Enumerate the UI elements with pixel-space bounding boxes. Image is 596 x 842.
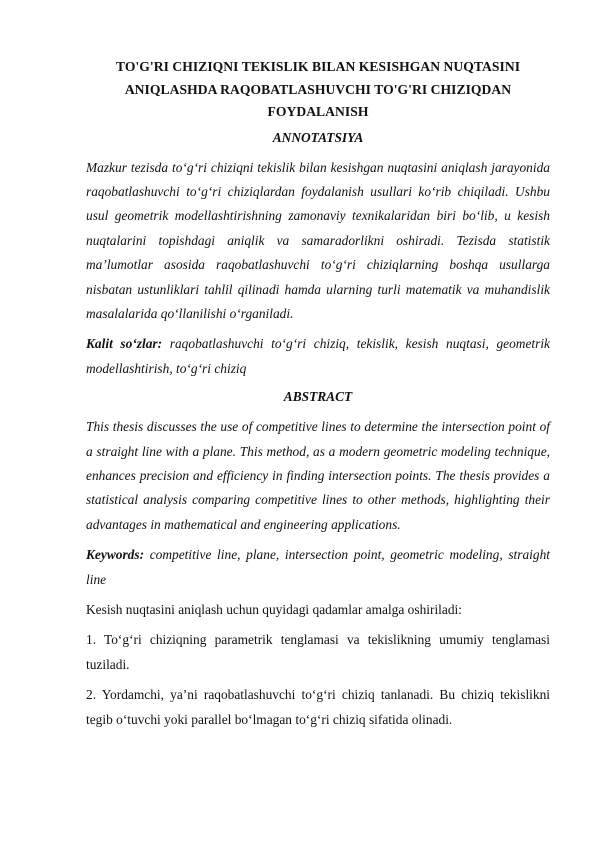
abstract-heading: ABSTRACT: [283, 389, 353, 405]
annotation-keywords: [86, 332, 550, 381]
body-step-1: 1. To‘g‘ri chiziqning parametrik tenglamasi va tekislikning umumiy tenglamasi tuziladi.: [86, 632, 550, 672]
title-line-3: FOYDALANISH: [267, 104, 369, 119]
keywords-text-en: competitive line, plane, intersection point, geometric modeling, straight line: [86, 547, 550, 587]
title-line-1: TO'G'RI CHIZIQNI TEKISLIK BILAN KESISHGAN NUQTASINI: [115, 59, 521, 74]
keywords-label-uz: Kalit so‘zlar:: [86, 336, 163, 352]
keywords-text-uz: raqobatlashuvchi to‘g‘ri chiziq, tekislik, kesish nuqtasi, geometrik modellashtirish, to‘g‘ri chiziq: [86, 336, 550, 376]
body-step-2: 2. Yordamchi, ya’ni raqobatlashuvchi to‘g‘ri chiziq tanlanadi. Bu chiziq tekislikni tegib o‘tuvchi yoki parallel bo‘lmagan to‘g‘ri chiziq sifatida olinadi.: [86, 687, 550, 727]
abstract-text: This thesis discusses the use of competitive lines to determine the intersection point of a straight line with a plane. This method, as a modern geometric modeling technique, enhances precision and efficiency in finding intersection points. The thesis provides a statistical analysis comparing competitive lines to other methods, highlighting their advantages in mathematical and engineering applications.: [86, 419, 550, 532]
keywords-label-en: Keywords:: [86, 547, 145, 563]
body-intro: Kesish nuqtasini aniqlash uchun quyidagi qadamlar amalga oshiriladi:: [86, 602, 462, 617]
title-line-2: ANIQLASHDA RAQOBATLASHUVCHI TO'G'RI CHIZIQDAN: [124, 81, 512, 97]
annotation-text: Mazkur tezisda to‘g‘ri chiziqni tekislik bilan kesishgan nuqtasini aniqlash jarayonida raqobatlashuvchi to‘g‘ri chiziqlardan foydalanish usullari ko‘rib chiqiladi. Ushbu usul geometrik modellashtirishning zamonaviy texnikalaridan biri bo‘lib, u kesish nuqtalarini topishdagi aniqlik va samaradorlikni oshiradi. Tezisda statistik ma’lumotlar asosida raqobatlashuvchi to‘g‘ri chiziqlarning boshqa usullarga nisbatan ustunliklari tahlil qilinadi hamda ularning turli matematik va muhandislik masalalarida qo‘llanilishi o‘rganiladi.: [86, 159, 550, 321]
annotation-heading: ANNOTATSIYA: [272, 129, 364, 145]
abstract-keywords: [86, 543, 550, 592]
document-title: [86, 56, 550, 124]
